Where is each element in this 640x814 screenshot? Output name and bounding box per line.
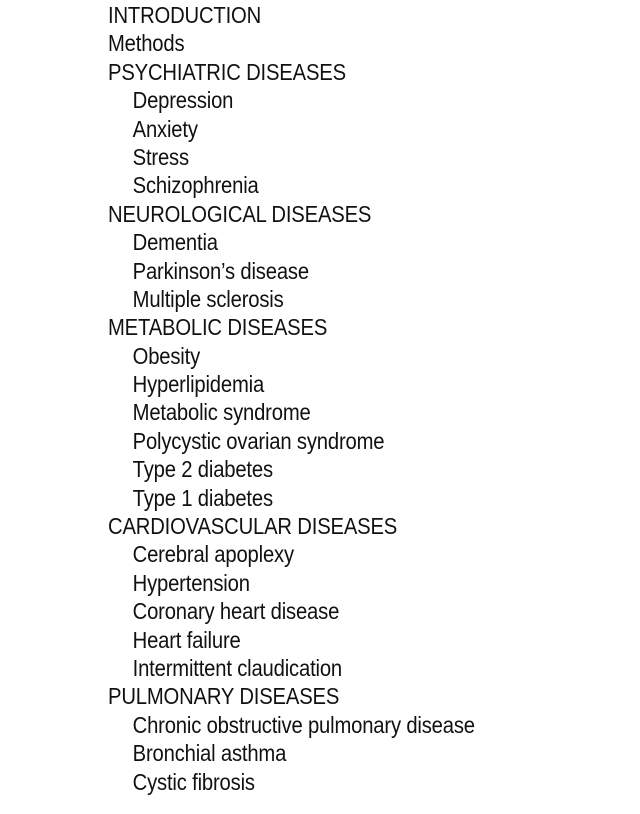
toc-subheading: Chronic obstructive pulmonary disease (132, 711, 475, 738)
toc-subheading: Depression (132, 87, 234, 114)
toc-heading: Methods (108, 30, 185, 57)
toc-subheading: Polycystic ovarian syndrome (132, 427, 385, 454)
toc-subheading: Obesity (132, 342, 201, 369)
toc-subheading: Cerebral apoplexy (132, 541, 294, 568)
toc-heading: NEUROLOGICAL DISEASES (108, 200, 372, 227)
toc-subheading: Type 2 diabetes (132, 456, 273, 483)
toc-subheading: Parkinson’s disease (132, 257, 309, 284)
toc-subheading: Multiple sclerosis (132, 285, 284, 312)
toc-subheading: Coronary heart disease (132, 598, 340, 625)
toc-subheading: Intermittent claudication (132, 654, 342, 681)
toc-subheading: Bronchial asthma (132, 740, 287, 767)
toc-subheading: Cystic fibrosis (132, 768, 255, 795)
toc-subheading: Type 1 diabetes (132, 484, 273, 511)
toc-subheading: Hypertension (132, 569, 250, 596)
toc-subheading: Heart failure (132, 626, 241, 653)
table-of-contents (108, 1, 475, 796)
toc-subheading: Metabolic syndrome (132, 399, 311, 426)
toc-heading: INTRODUCTION (108, 2, 262, 28)
toc-subheading: Schizophrenia (132, 172, 259, 199)
toc-heading: PSYCHIATRIC DISEASES (108, 58, 346, 85)
toc-heading: PULMONARY DISEASES (108, 683, 340, 710)
toc-heading: CARDIOVASCULAR DISEASES (108, 513, 398, 540)
toc-subheading: Dementia (132, 229, 218, 256)
toc-heading: METABOLIC DISEASES (108, 314, 328, 341)
toc-subheading: Hyperlipidemia (132, 371, 265, 398)
toc-subheading: Anxiety (132, 115, 198, 142)
toc-subheading: Stress (132, 143, 189, 170)
